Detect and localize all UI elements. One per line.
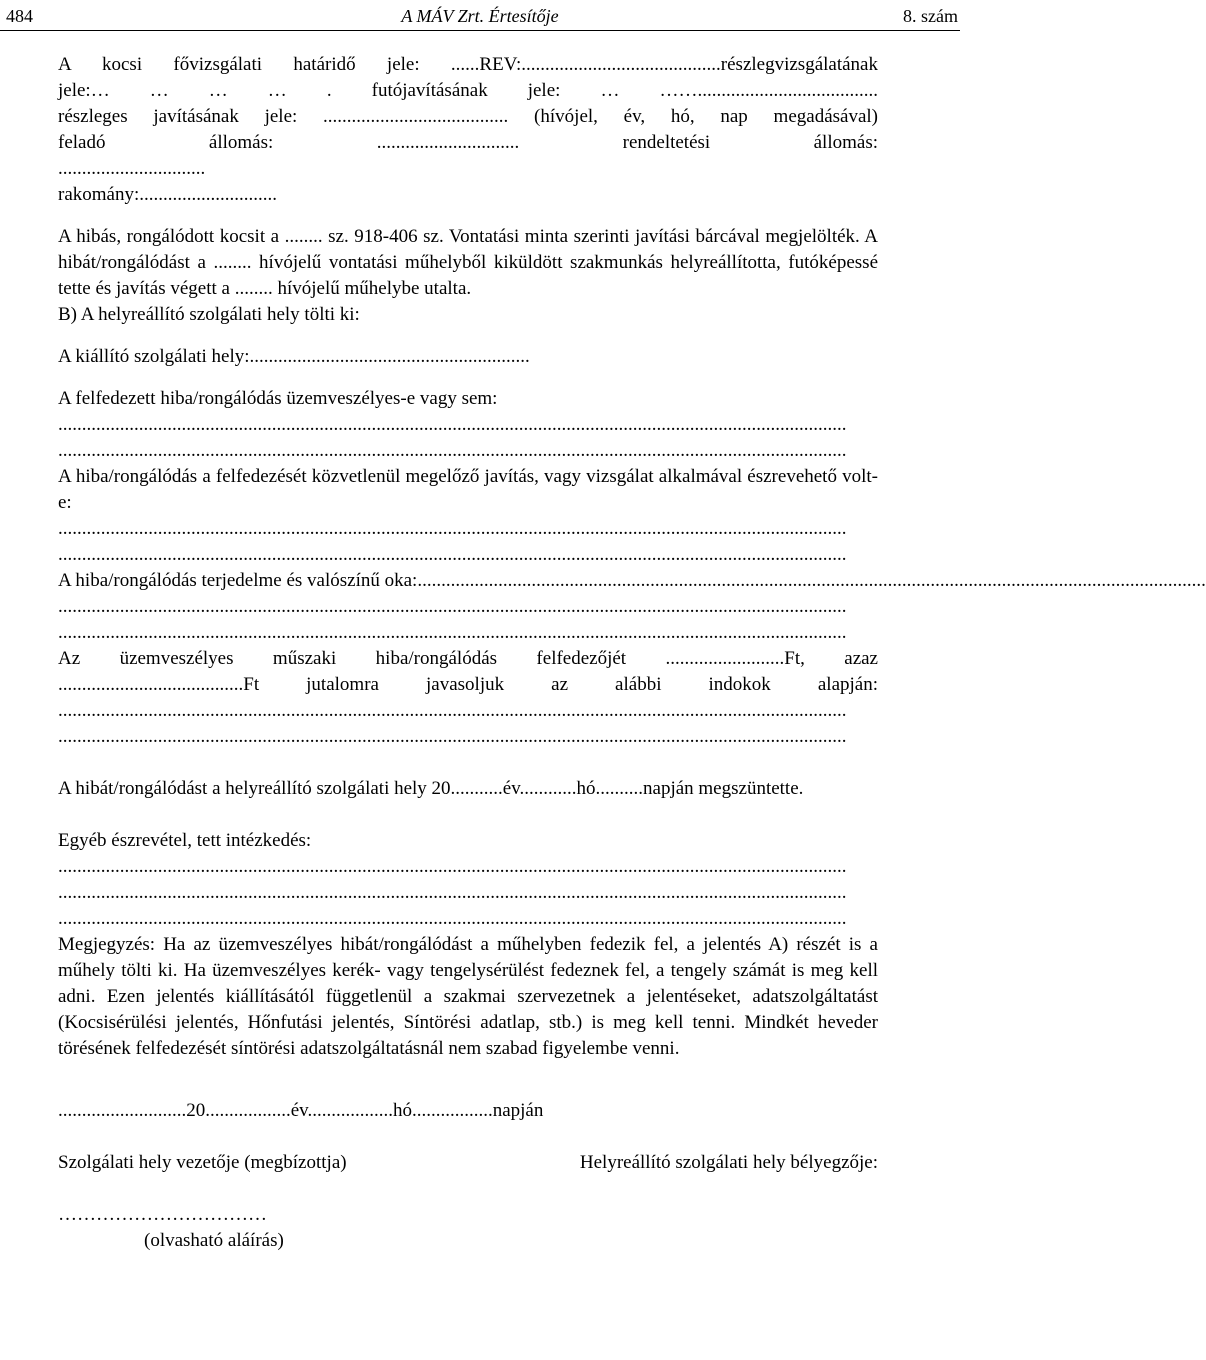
signature-note: (olvasható aláírás) (144, 1230, 284, 1251)
line-rakomany: rakomány:............................. (58, 184, 278, 205)
dotted-line: ...................................................................................................................................................................... (58, 726, 847, 747)
paragraph-felfedezese: A hiba/rongálódás a felfedezését közvetlenül megelőző javítás, vagy vizsgálat alkalmával észrevehető volt-e: (58, 466, 878, 513)
journal-title: A MÁV Zrt. Értesítője (401, 6, 559, 26)
signature-labels (58, 1150, 878, 1176)
document-body (58, 52, 1206, 1254)
line-uzemveszelyes-2: .......................................Ft jutalomra javasoljuk az alábbi indokok alapján: (58, 674, 878, 695)
dotted-line: ...................................................................................................................................................................... (58, 440, 847, 461)
line-terjedelme-label: A hiba/rongálódás terjedelme és valószínű oka: (58, 570, 418, 591)
line-allomas: feladó állomás: .............................. rendeltetési állomás: (58, 132, 878, 153)
line-reszleges: részleges javításának jele: ....................................... (hívójel, év, hó, nap megadásával) (58, 106, 878, 127)
dotted-line: ...................................................................................................................................................................... (58, 908, 847, 929)
line-futojavitas: jele:… … … … . futójavításának jele: … ……...................................... (58, 80, 878, 101)
line-egyeb: Egyéb észrevétel, tett intézkedés: (58, 830, 312, 851)
signature-right-label: Helyreállító szolgálati hely bélyegzője: (579, 1152, 878, 1173)
dotted-line: ...................................................................................................................................................................... (58, 596, 847, 617)
paragraph-kocsit: A hibás, rongálódott kocsit a ........ sz. 918-406 sz. Vontatási minta szerinti javítási bárcával megjelölték. A hibát/rongálódást a ........ hívójelű vontatási műhelyből kiküldött szakmunkás helyreállította, futóképessé tette és javítás végett a ........ hívójelű műhelybe utalta. (58, 226, 878, 299)
dotted-line: ...................................................................................................................................................................... (58, 544, 847, 565)
dotted-line: ...................................................................................................................................................................... (58, 700, 847, 721)
dotted-line: ...................................................................................................................................................................... (58, 622, 847, 643)
line-kiallito: A kiállító szolgálati hely:........................................................... (58, 346, 530, 367)
signature-left-label: Szolgálati hely vezetője (megbízottja) (58, 1152, 347, 1173)
paragraph-megjegyzes: Megjegyzés: Ha az üzemveszélyes hibát/rongálódást a műhelyben fedezik fel, a jelentés A) részét is a műhely tölti ki. Ha üzemveszélyes kerék- vagy tengelysérülést fedeznek fel, a tengely számát is meg kell adni. Ezen jelentés kiállításától függetlenül a szakmai szervezetnek a jelentéseket, adatszolgáltatást (Kocsisérülési jelentés, Hőnfutási jelentés, Síntörési adatlap, stb.) is meg kell tenni. Mindkét heveder törésének felfedezését síntörési adatszolgáltatásnál nem szabad figyelembe venni. (58, 934, 878, 1059)
header-divider (0, 30, 960, 31)
line-uzemveszelyes-1: Az üzemveszélyes műszaki hiba/rongálódás felfedezőjét .........................Ft, azaz (58, 648, 878, 669)
dotted-line: ...................................................................................................................................................................... (58, 856, 847, 877)
line-date: ...........................20..................év..................hó.................napján (58, 1100, 544, 1121)
paragraph-megszuntette: A hibát/rongálódást a helyreállító szolgálati hely 20...........év............hó..........napján megszüntette. (58, 778, 804, 799)
issue-number: 8. szám (903, 6, 958, 26)
dotted-line: ...................................................................................................................................................................... (58, 414, 847, 435)
page-header (0, 4, 960, 30)
page-number: 484 (6, 6, 33, 26)
line-terjedelme (58, 568, 1206, 594)
dotted-line: ...................................................................................................................................................................... (58, 518, 847, 539)
signature-dots: …………………………… (58, 1204, 267, 1225)
line-felfedezett: A felfedezett hiba/rongálódás üzemveszélyes-e vagy sem: (58, 388, 498, 409)
line-revizio: A kocsi fővizsgálati határidő jele: ......REV:..........................................részlegvizsgálatának (58, 54, 878, 75)
dotted-fill: ...................................................................................................................................................................... (417, 570, 1206, 591)
dotted-line: ...................................................................................................................................................................... (58, 882, 847, 903)
section-b-title: B) A helyreállító szolgálati hely tölti ki: (58, 304, 360, 325)
line-allomas-dots: ............................... (58, 158, 206, 179)
